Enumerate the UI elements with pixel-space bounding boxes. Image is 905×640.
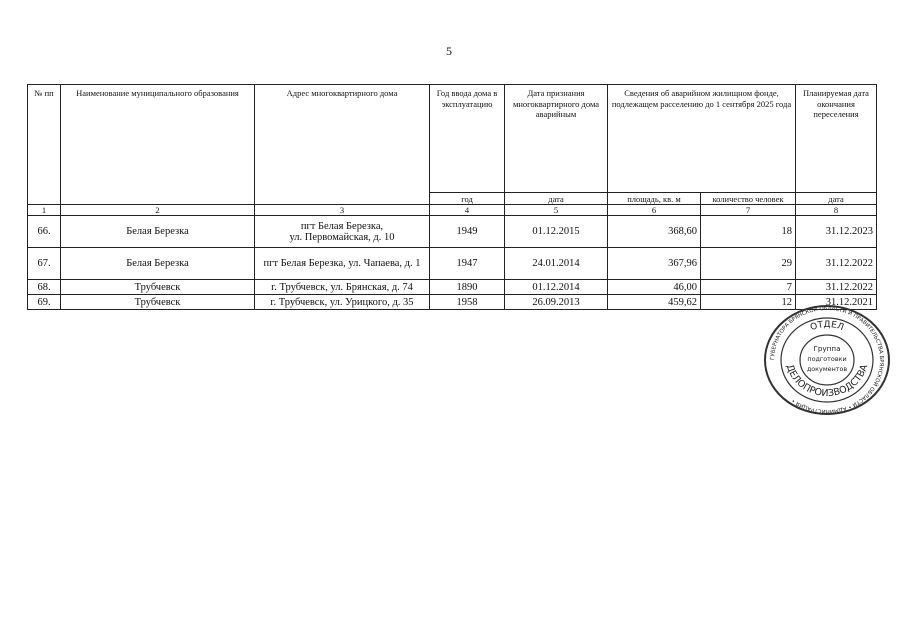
row-municipality: Трубчевск [61,280,255,295]
row-address [255,216,430,248]
table-row [28,248,877,280]
column-number: 3 [255,205,430,216]
row-year: 1890 [430,280,505,295]
row-address-line1: пгт Белая Березка, [300,220,384,232]
column-number: 8 [796,205,877,216]
subheader-end-date: дата [796,193,877,205]
row-municipality: Трубчевск [61,295,255,310]
row-end-date: 31.12.2021 [796,295,877,310]
row-date: 01.12.2014 [505,280,608,295]
row-date: 24.01.2014 [505,248,608,280]
row-year: 1958 [430,295,505,310]
resettlement-table [27,84,877,310]
row-num: 69. [28,295,61,310]
row-address: пгт Белая Березка, ул. Чапаева, д. 1 [255,248,430,280]
row-year: 1949 [430,216,505,248]
row-people: 18 [701,216,796,248]
stamp-bottom-word: ДЕЛОПРОИЗВОДСТВА [783,363,871,400]
row-end-date: 31.12.2022 [796,280,877,295]
row-area: 46,00 [608,280,701,295]
column-number: 7 [701,205,796,216]
header-recognition-date: Дата признания многоквартирного дома аварийным [505,85,608,193]
page-number: 5 [446,44,452,58]
header-address: Адрес многоквартирного дома [255,85,430,205]
row-date: 01.12.2015 [505,216,608,248]
column-number: 2 [61,205,255,216]
row-address-line2: ул. Первомайская, д. 10 [289,231,395,243]
row-address: г. Трубчевск, ул. Урицкого, д. 35 [255,295,430,310]
row-num: 67. [28,248,61,280]
subheader-people: количество человек [701,193,796,205]
stamp-top-word: ОТДЕЛ [809,319,845,334]
column-number: 6 [608,205,701,216]
row-municipality: Белая Березка [61,216,255,248]
stamp-center-line1: Группа [813,344,841,353]
row-area: 459,62 [608,295,701,310]
row-end-date: 31.12.2022 [796,248,877,280]
column-number: 5 [505,205,608,216]
row-people: 7 [701,280,796,295]
row-area: 367,96 [608,248,701,280]
official-stamp [762,304,892,416]
stamp-outer-text: ГУБЕРНАТОРА БРЯНСКОЙ ОБЛАСТИ И ПРАВИТЕЛЬСТВА БРЯНСКОЙ ОБЛАСТИ • АДМИНИСТРАЦИЯ • [769,305,885,415]
row-num: 66. [28,216,61,248]
row-address: г. Трубчевск, ул. Брянская, д. 74 [255,280,430,295]
table-row [28,295,877,310]
table-row [28,216,877,248]
column-number: 1 [28,205,61,216]
subheader-date: дата [505,193,608,205]
row-num: 68. [28,280,61,295]
row-municipality: Белая Березка [61,248,255,280]
row-area: 368,60 [608,216,701,248]
table-row [28,280,877,295]
row-year: 1947 [430,248,505,280]
header-planned-end: Планируемая дата окончания переселения [796,85,877,193]
header-year: Год ввода дома в эксплуатацию [430,85,505,193]
column-number-row [28,205,877,216]
column-number: 4 [430,205,505,216]
row-date: 26.09.2013 [505,295,608,310]
header-num: № пп [28,85,61,205]
subheader-year: год [430,193,505,205]
row-people: 12 [701,295,796,310]
stamp-center-line2: подготовки [807,355,847,363]
header-fund-info: Сведения об аварийном жилищном фонде, подлежащем расселению до 1 сентября 2025 года [608,85,796,193]
row-end-date: 31.12.2023 [796,216,877,248]
header-municipality: Наименование муниципального образования [61,85,255,205]
stamp-center-line3: документов [806,365,848,373]
row-people: 29 [701,248,796,280]
subheader-area: площадь, кв. м [608,193,701,205]
